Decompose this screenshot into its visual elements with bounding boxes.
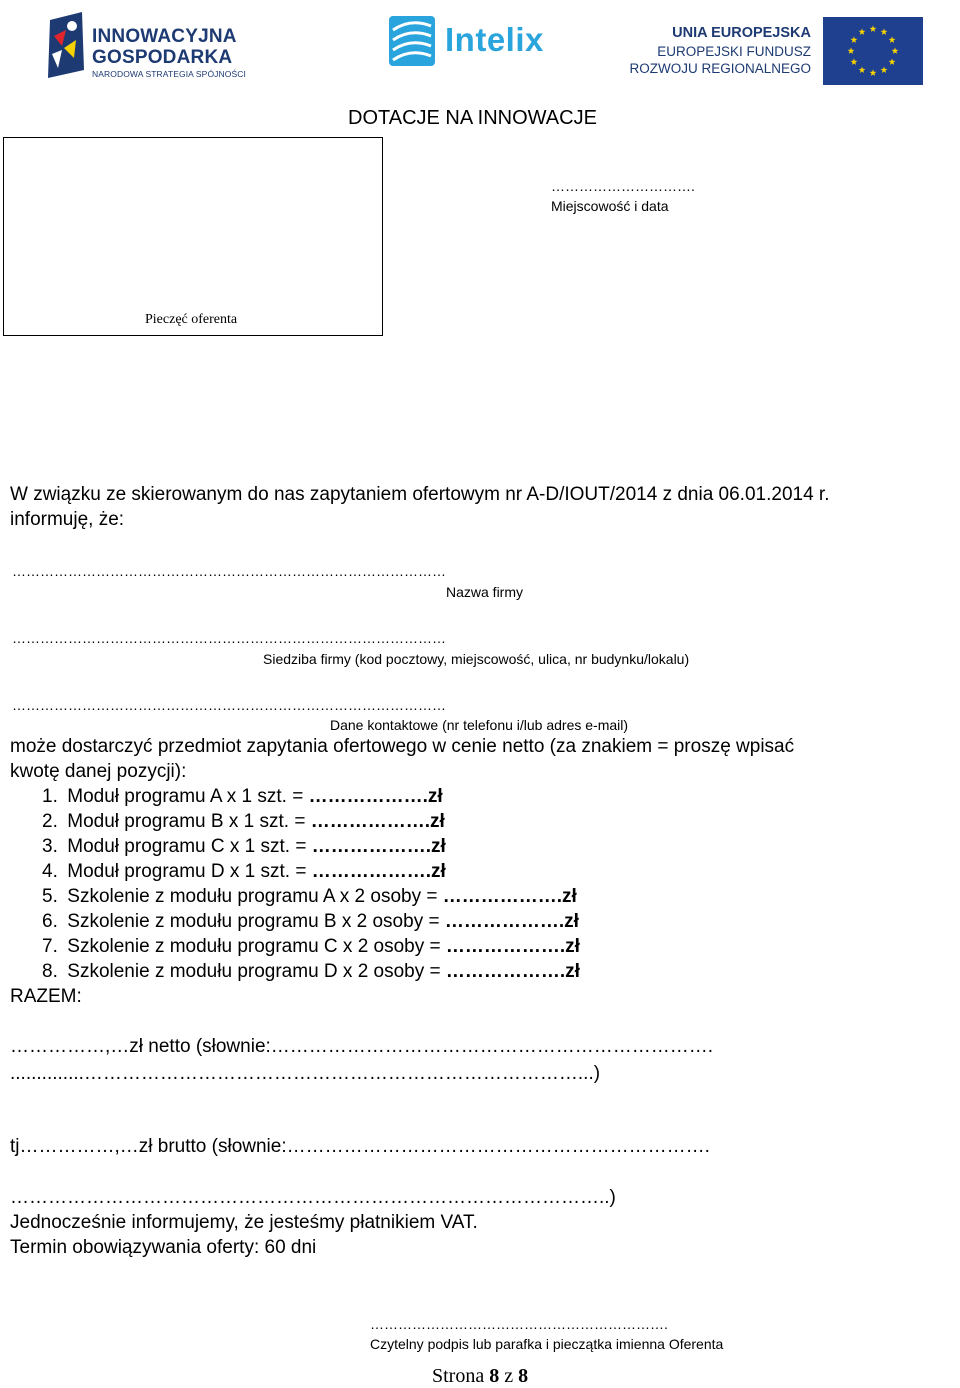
ig-logo-line1: INNOWACYJNA (92, 26, 237, 47)
footer-page-word: Strona (432, 1365, 485, 1387)
netto-line-1: ……………,…zł netto (słownie:……………………………………………………………. (10, 1036, 714, 1057)
footer-page-number: 8 (489, 1365, 500, 1387)
netto-line-2: ..............……………………………………………………………………...) (10, 1063, 601, 1084)
stamp-box (3, 137, 383, 336)
intelix-logo-text: Intelix (445, 21, 544, 58)
innowacyjna-gospodarka-logo (44, 10, 259, 82)
company-address-dots: ………………………………………………………………………………… (12, 630, 446, 646)
amount-blank: ……………….zł (442, 886, 577, 907)
ig-logo-line3: NARODOWA STRATEGIA SPÓJNOŚCI (92, 69, 246, 79)
brutto-line-1: tj……………,…zł brutto (słownie:…………………………………………………………. (10, 1136, 710, 1157)
list-item: 5. Szkolenie z modułu programu A x 2 osoby = ……………….zł (42, 886, 577, 907)
amount-blank: ……………….zł (308, 786, 443, 807)
place-date-label: Miejscowość i data (551, 198, 669, 214)
amount-blank: ……………….zł (445, 961, 580, 982)
list-item: 6. Szkolenie z modułu programu B x 2 osoby = ……………….zł (42, 911, 579, 932)
footer-page-total: 8 (518, 1365, 529, 1387)
eu-logo-line2: EUROPEJSKI FUNDUSZ (657, 44, 811, 59)
eu-fund-logo (629, 17, 923, 85)
amount-blank: ……………….zł (311, 861, 446, 882)
signature-dots: ………………………………………………………. (370, 1316, 668, 1332)
intro-line-2: informuję, że: (10, 509, 125, 530)
vat-statement: Jednocześnie informujemy, że jesteśmy płatnikiem VAT. (10, 1212, 478, 1233)
company-name-dots: ………………………………………………………………………………… (12, 563, 446, 579)
intelix-mark-icon (389, 16, 435, 66)
company-name-label: Nazwa firmy (446, 584, 524, 600)
brutto-line-2: …………………………………………………………………………………..) (10, 1187, 616, 1208)
eu-flag-icon (823, 17, 923, 85)
intro-line-1: W związku ze skierowanym do nas zapytaniem ofertowym nr A-D/IOUT/2014 z dnia 06.01.2014 r. (10, 484, 830, 505)
innowacyjna-gospodarka-mark-icon (44, 10, 88, 80)
amount-blank: ……………….zł (310, 811, 445, 832)
contact-details-label: Dane kontaktowe (nr telefonu i/lub adres e-mail) (330, 717, 629, 733)
validity-statement: Termin obowiązywania oferty: 60 dni (10, 1237, 317, 1258)
eu-logo-line1: UNIA EUROPEJSKA (672, 25, 811, 41)
stamp-label: Pieczęć oferenta (145, 312, 238, 327)
company-address-label: Siedziba firmy (kod pocztowy, miejscowość, ulica, nr budynku/lokalu) (263, 651, 690, 667)
amount-blank: ……………….zł (445, 936, 580, 957)
list-item: 1. Moduł programu A x 1 szt. = ……………….zł (42, 786, 443, 807)
amount-blank: ……………….zł (311, 836, 446, 857)
ig-logo-line2: GOSPODARKA (92, 47, 233, 68)
offer-line-2: kwotę danej pozycji): (10, 761, 187, 782)
signature-label: Czytelny podpis lub parafka i pieczątka imienna Oferenta (370, 1336, 724, 1352)
amount-blank: ……………….zł (444, 911, 579, 932)
eu-logo-line3: ROZWOJU REGIONALNEGO (629, 61, 811, 76)
place-date-dots: …………………………. (551, 178, 695, 194)
document-title: DOTACJE NA INNOWACJE (348, 107, 597, 129)
contact-details-dots: ………………………………………………………………………………… (12, 697, 446, 713)
list-item: 2. Moduł programu B x 1 szt. = ……………….zł (42, 811, 445, 832)
total-label: RAZEM: (10, 986, 82, 1007)
offer-line-1: może dostarczyć przedmiot zapytania ofertowego w cenie netto (za znakiem = proszę wpisać (10, 736, 795, 757)
list-item: 7. Szkolenie z modułu programu C x 2 osoby = ……………….zł (42, 936, 580, 957)
intelix-logo (389, 16, 544, 66)
list-item: 4. Moduł programu D x 1 szt. = ……………….zł (42, 861, 446, 882)
list-item: 8. Szkolenie z modułu programu D x 2 osoby = ……………….zł (42, 961, 580, 982)
page-footer (432, 1365, 528, 1388)
footer-of: z (504, 1365, 514, 1387)
list-item: 3. Moduł programu C x 1 szt. = ……………….zł (42, 836, 446, 857)
